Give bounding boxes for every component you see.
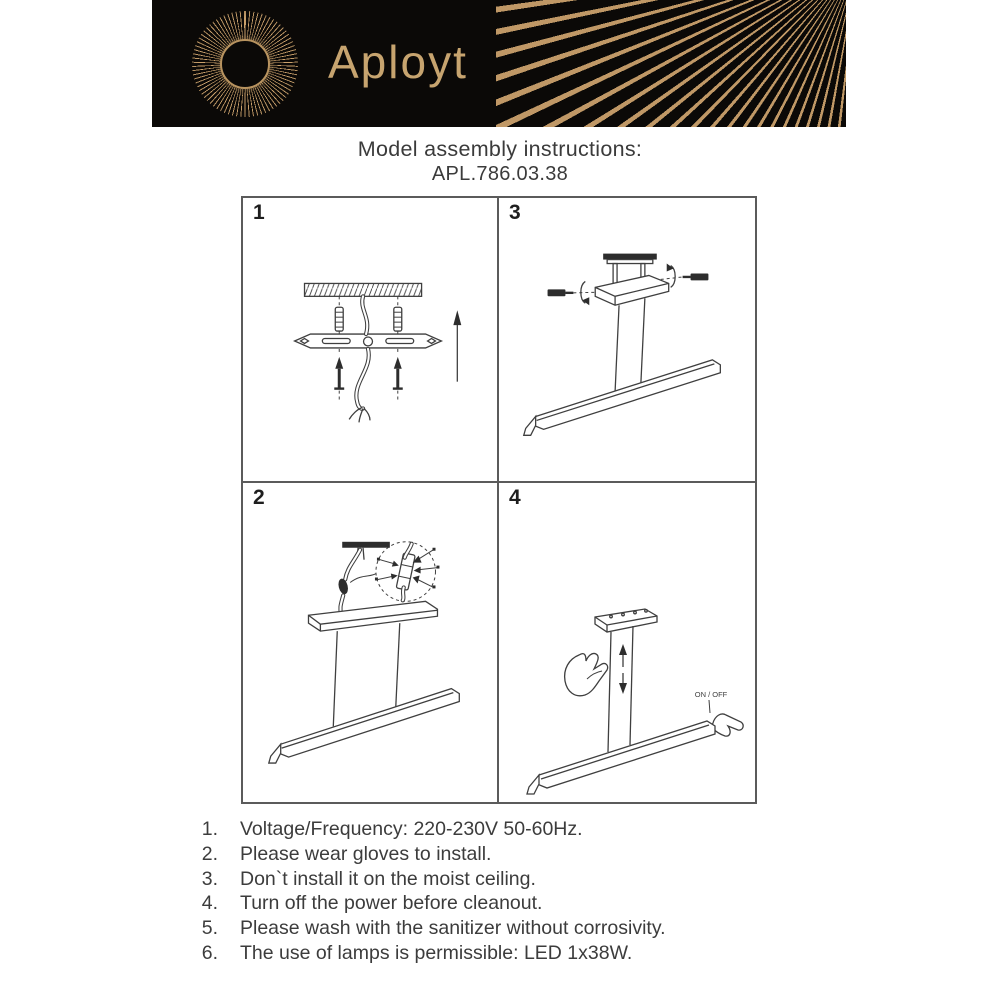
sunburst-core bbox=[220, 39, 270, 89]
item-text: Voltage/Frequency: 220-230V 50-60Hz. bbox=[240, 818, 583, 840]
page-title: Model assembly instructions: bbox=[357, 137, 643, 161]
panel-1-number: 1 bbox=[253, 201, 265, 224]
item-number: 6. bbox=[201, 941, 218, 964]
instruction-item bbox=[170, 842, 860, 867]
instruction-item bbox=[170, 941, 860, 966]
instructions-list bbox=[170, 817, 860, 966]
brand-wordmark: Aployt bbox=[328, 36, 468, 88]
panel-2 bbox=[243, 483, 499, 802]
instruction-item bbox=[170, 817, 860, 842]
item-number: 1. bbox=[201, 818, 218, 840]
item-number: 4. bbox=[201, 892, 218, 915]
panel-2-diagram bbox=[243, 483, 497, 802]
model-number: APL.786.03.38 bbox=[431, 163, 569, 185]
panel-2-number: 2 bbox=[253, 486, 265, 509]
item-text: Please wear gloves to install. bbox=[240, 842, 492, 865]
panel-4 bbox=[499, 483, 755, 802]
item-text: Don`t install it on the moist ceiling. bbox=[240, 867, 536, 890]
panel-4-number: 4 bbox=[509, 486, 521, 509]
sunburst-logo-icon bbox=[192, 11, 298, 117]
item-text: The use of lamps is permissible: LED 1x38W. bbox=[240, 941, 633, 964]
on-off-label: ON / OFF bbox=[694, 690, 728, 699]
panel-3-number: 3 bbox=[509, 201, 521, 224]
instruction-item bbox=[170, 867, 860, 892]
instruction-item bbox=[170, 916, 860, 941]
panel-1 bbox=[243, 198, 499, 483]
instruction-item bbox=[170, 891, 860, 916]
ray-fan-decoration bbox=[496, 0, 846, 127]
panel-1-diagram bbox=[243, 198, 497, 481]
assembly-grid bbox=[241, 196, 757, 804]
item-number: 5. bbox=[201, 917, 218, 940]
item-number: 2. bbox=[201, 842, 218, 865]
panel-4-diagram bbox=[499, 483, 755, 802]
item-text: Please wash with the sanitizer without corrosivity. bbox=[240, 917, 666, 940]
panel-3 bbox=[499, 198, 755, 483]
brand-banner bbox=[152, 0, 846, 127]
panel-3-diagram bbox=[499, 198, 755, 481]
item-number: 3. bbox=[201, 867, 218, 890]
item-text: Turn off the power before cleanout. bbox=[240, 892, 543, 915]
